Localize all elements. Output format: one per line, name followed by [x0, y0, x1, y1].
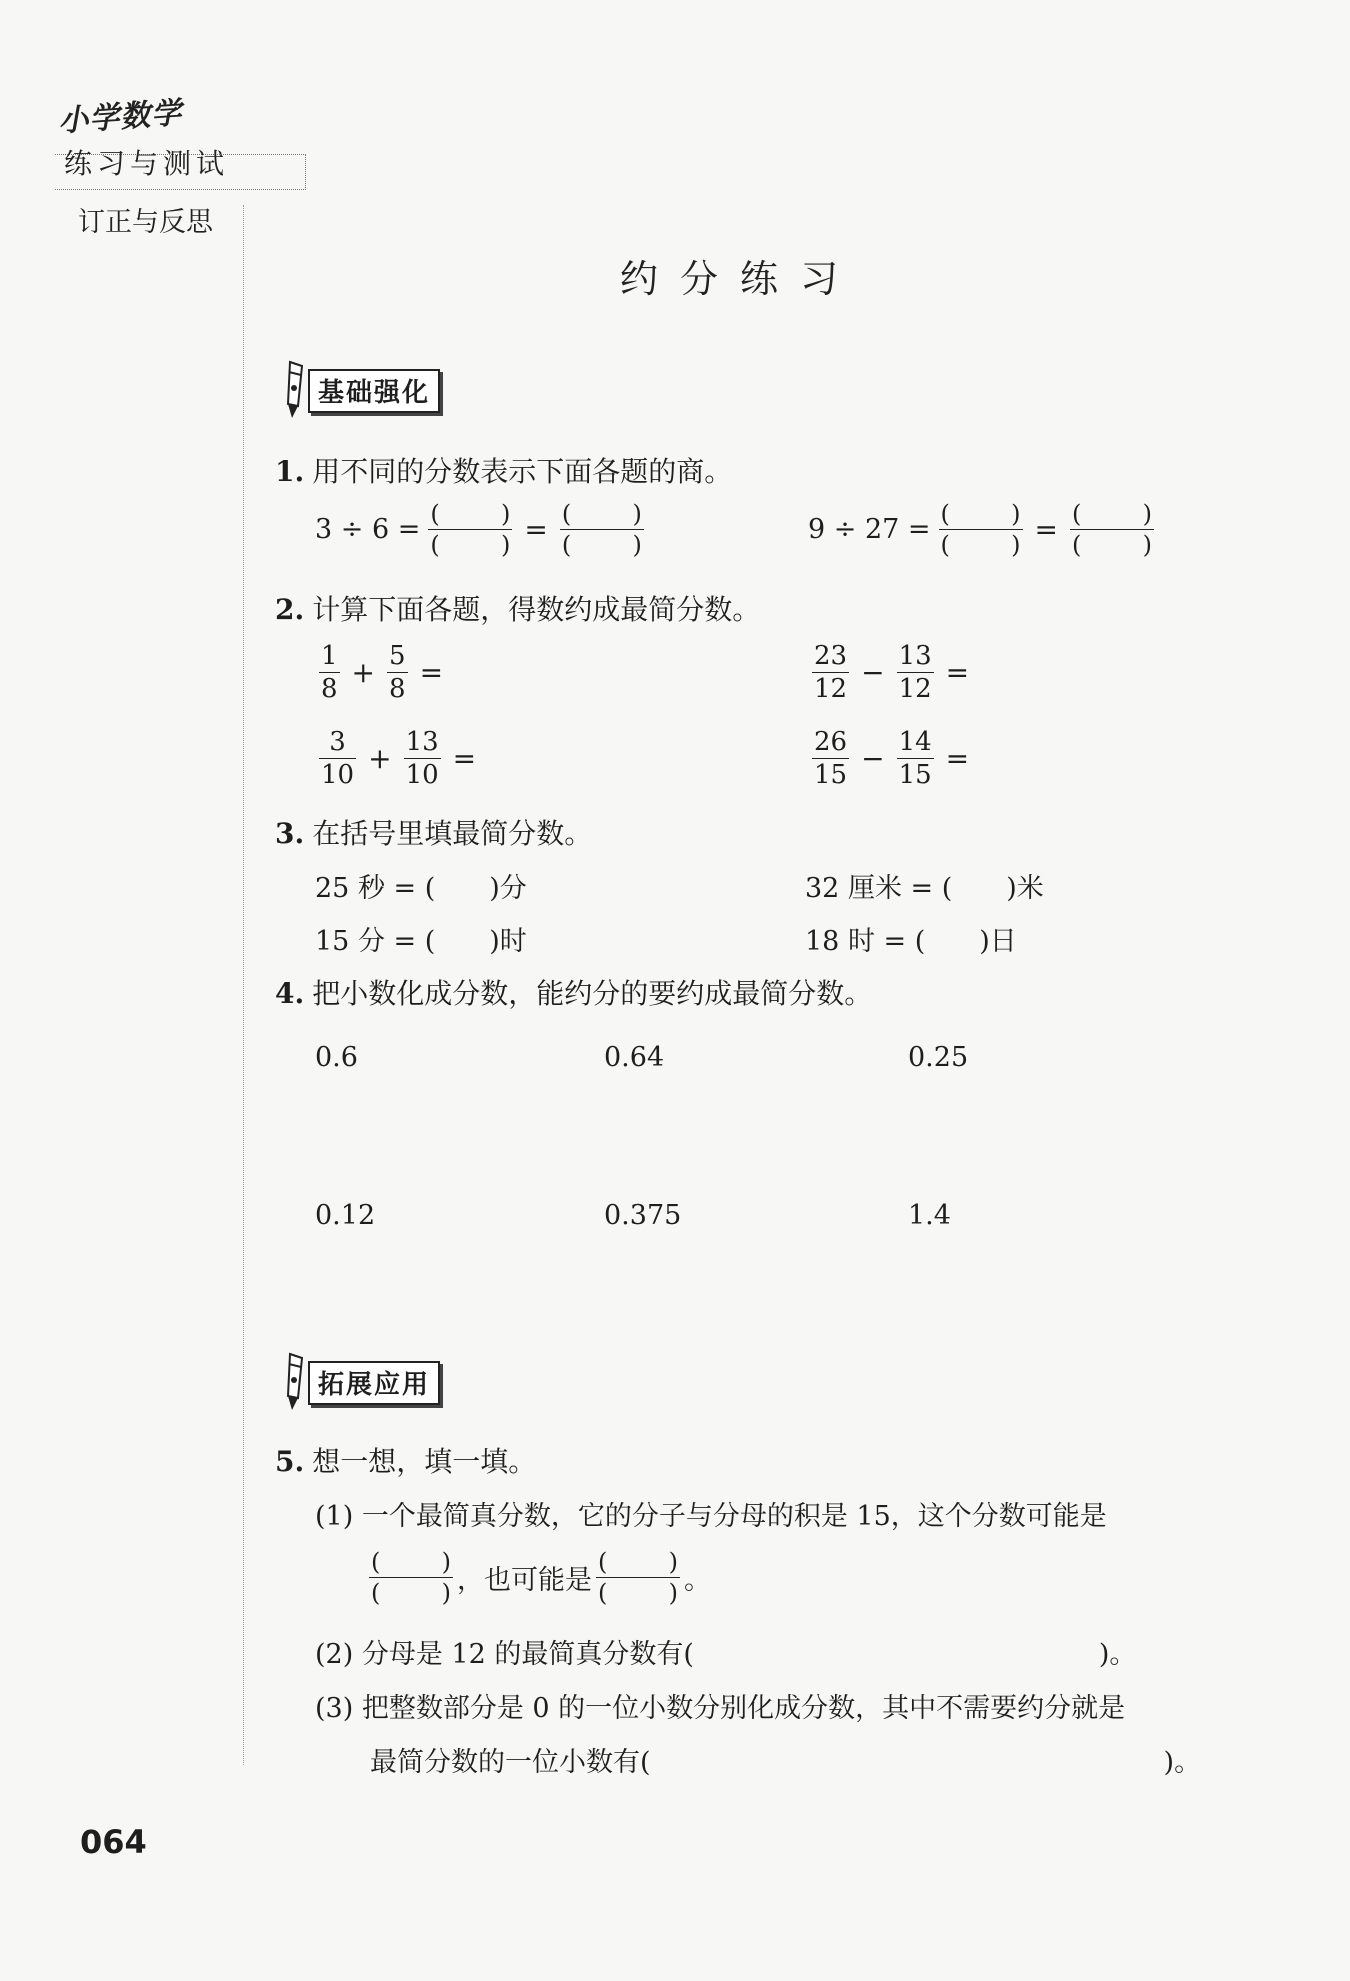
brand-title: 小学数学 — [57, 95, 184, 140]
q5-part1-mid: ，也可能是 — [457, 1565, 592, 1596]
section-extend-label: 拓展应用 — [308, 1361, 440, 1405]
section-basic — [278, 360, 440, 422]
section-extend — [278, 1352, 440, 1414]
q4-prompt — [275, 972, 872, 1012]
q1-number: 1. — [275, 455, 305, 488]
q5-part2[interactable]: (2) 分母是 12 的最简真分数有( )。 — [315, 1639, 1137, 1670]
blank-fraction[interactable]: ( ) ( ) — [1072, 500, 1152, 559]
margin-divider — [243, 205, 244, 1765]
q5-part1-line2 — [365, 1550, 711, 1605]
equals-sign: = — [524, 513, 548, 546]
side-label: 订正与反思 — [78, 207, 213, 238]
equals-sign: = — [1034, 513, 1058, 546]
q2-text: 计算下面各题，得数约成最简分数。 — [312, 593, 761, 626]
q4-item-1: 0.6 — [315, 1042, 358, 1073]
q2-number: 2. — [275, 593, 305, 626]
q5-part1-end: 。 — [684, 1565, 711, 1596]
q5-part3-line2[interactable]: 最简分数的一位小数有( )。 — [370, 1747, 1202, 1778]
section-basic-label: 基础强化 — [308, 369, 440, 413]
q1-left-expr: 3 ÷ 6 = — [315, 514, 421, 545]
q3-prompt — [275, 812, 592, 852]
q4-item-4: 0.12 — [315, 1200, 376, 1231]
q5-prompt — [275, 1440, 536, 1480]
q3-item-1[interactable]: 25 秒 = ( )分 — [315, 873, 527, 904]
q5-text: 想一想，填一填。 — [312, 1445, 537, 1478]
pencil-icon — [278, 360, 312, 422]
page-title: 约分练习 — [620, 257, 861, 301]
q2-item-1: $\frac{1}{8}$ + $\frac{5}{8}$ = — [321, 641, 444, 704]
q3-number: 3. — [275, 817, 305, 850]
q4-text: 把小数化成分数，能约分的要约成最简分数。 — [312, 977, 873, 1010]
q2-item-4: $\frac{26}{15}$ − $\frac{14}{15}$ = — [814, 727, 970, 790]
q1-prompt — [275, 450, 732, 490]
q4-item-3: 0.25 — [908, 1042, 969, 1073]
page-number: 064 — [80, 1823, 147, 1861]
q2-item-2: $\frac{23}{12}$ − $\frac{13}{12}$ = — [814, 641, 970, 704]
q5-part3-line1: (3) 把整数部分是 0 的一位小数分别化成分数，其中不需要约分就是 — [315, 1693, 1126, 1724]
blank-fraction[interactable]: ( ) ( ) — [940, 500, 1021, 559]
pencil-icon — [278, 1352, 312, 1414]
q2-item-3: $\frac{3}{10}$ + $\frac{13}{10}$ = — [321, 727, 477, 790]
q1-right-equation — [808, 502, 1158, 557]
q1-right-expr: 9 ÷ 27 = — [808, 514, 931, 545]
q4-item-6: 1.4 — [908, 1200, 951, 1231]
blank-fraction[interactable]: ( ) ( ) — [430, 500, 511, 559]
q1-text: 用不同的分数表示下面各题的商。 — [312, 455, 733, 488]
q4-number: 4. — [275, 977, 305, 1010]
q5-number: 5. — [275, 1445, 305, 1478]
q5-part1-line1: (1) 一个最简真分数，它的分子与分母的积是 15，这个分数可能是 — [315, 1501, 1107, 1532]
blank-fraction[interactable]: ( ) ( ) — [561, 500, 642, 559]
brand-subtitle: 练习与测试 — [64, 147, 230, 180]
q3-text: 在括号里填最简分数。 — [312, 817, 593, 850]
q4-item-5: 0.375 — [604, 1200, 682, 1231]
q4-item-2: 0.64 — [604, 1042, 665, 1073]
q3-item-4[interactable]: 18 时 = ( )日 — [805, 926, 1017, 957]
blank-fraction[interactable]: ( ) ( ) — [598, 1548, 678, 1607]
blank-fraction[interactable]: ( ) ( ) — [371, 1548, 451, 1607]
q3-item-3[interactable]: 15 分 = ( )时 — [315, 926, 527, 957]
q3-item-2[interactable]: 32 厘米 = ( )米 — [805, 873, 1044, 904]
q2-prompt — [275, 588, 760, 628]
q1-left-equation — [315, 502, 648, 557]
